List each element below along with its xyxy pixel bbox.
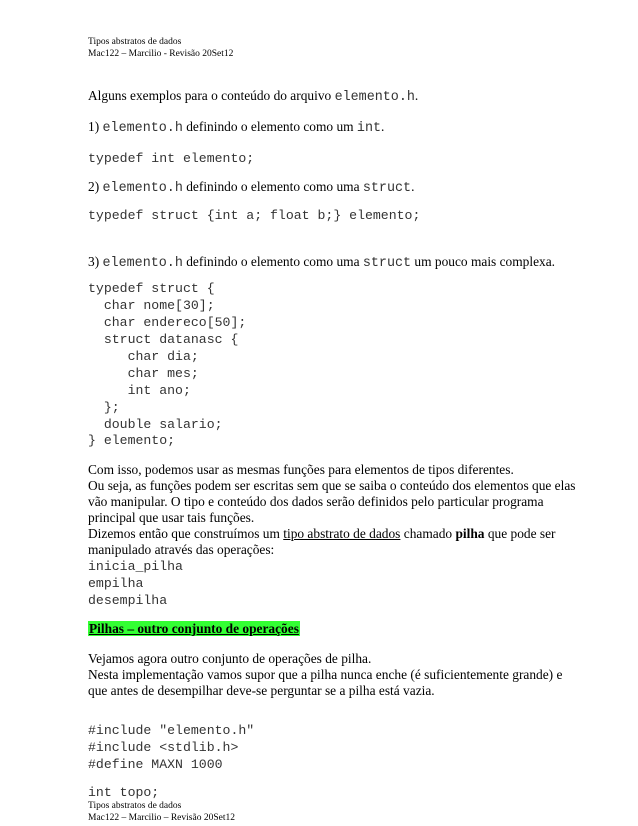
pilha-term: pilha xyxy=(455,526,485,541)
example-3-code-line: typedef struct { xyxy=(88,281,215,296)
topo-declaration: int topo; xyxy=(88,785,160,800)
example-2-code: typedef struct {int a; float b;} elemento; xyxy=(88,208,421,223)
adt-term-link: tipo abstrato de dados xyxy=(283,526,401,541)
paragraph-2-line: Vejamos agora outro conjunto de operações de pilha. xyxy=(88,651,372,666)
example-1-code: typedef int elemento; xyxy=(88,151,255,166)
section-heading xyxy=(88,621,300,637)
example-1-end: . xyxy=(381,119,385,134)
define-line: #define MAXN 1000 xyxy=(88,757,223,772)
paragraph-1-line: Com isso, podemos usar as mesmas funções para elementos de tipos diferentes. xyxy=(88,462,514,477)
example-1-file: elemento.h xyxy=(102,121,183,136)
intro-line xyxy=(88,88,418,106)
example-3-file: elemento.h xyxy=(102,256,183,271)
paragraph-1-line: manipulado através das operações: xyxy=(88,542,275,557)
page-footer-title: Tipos abstratos de dados xyxy=(88,801,182,811)
paragraph-1-text: que pode ser xyxy=(484,526,556,541)
example-2-end: . xyxy=(411,179,415,194)
example-2-file: elemento.h xyxy=(102,181,183,196)
example-3-code-line: char dia; xyxy=(88,349,199,364)
example-3-code-line: char endereco[50]; xyxy=(88,315,247,330)
paragraph-1-line: Ou seja, as funções podem ser escritas sem que se saiba o conteúdo dos elementos que elas xyxy=(88,478,576,493)
paragraph-1-text: Dizemos então que construímos um xyxy=(88,526,284,541)
paragraph-1-line: principal que usar tais funções. xyxy=(88,510,255,525)
example-3-text: definindo o elemento como uma xyxy=(182,254,363,269)
example-3-code-line: char nome[30]; xyxy=(88,298,215,313)
intro-text: Alguns exemplos para o conteúdo do arquivo xyxy=(88,88,335,103)
page-footer-subtitle: Mac122 – Marcilio – Revisão 20Set12 xyxy=(88,813,235,823)
example-3-type: struct xyxy=(362,256,412,271)
example-1-number: 1) xyxy=(88,119,103,134)
example-3-end: um pouco mais complexa. xyxy=(411,254,555,269)
paragraph-1-text: chamado xyxy=(400,526,456,541)
include-line: #include <stdlib.h> xyxy=(88,740,239,755)
paragraph-1-line xyxy=(88,526,556,542)
intro-file: elemento.h xyxy=(334,90,415,105)
example-3-code-line: }; xyxy=(88,400,120,415)
paragraph-1-line: vão manipular. O tipo e conteúdo dos dados serão definidos pelo particular programa xyxy=(88,494,544,509)
example-1-type: int xyxy=(356,121,382,136)
paragraph-2-line: Nesta implementação vamos supor que a pilha nunca enche (é suficientemente grande) e xyxy=(88,667,563,682)
page-header-title: Tipos abstratos de dados xyxy=(88,37,182,47)
include-line: #include "elemento.h" xyxy=(88,723,255,738)
page-header-subtitle: Mac122 – Marcilio - Revisão 20Set12 xyxy=(88,49,234,59)
section-title: Pilhas – outro conjunto de operações xyxy=(89,621,299,636)
operation-item: empilha xyxy=(88,576,144,591)
example-3-code-line: } elemento; xyxy=(88,433,176,448)
example-2-type: struct xyxy=(362,181,412,196)
example-2-text: definindo o elemento como uma xyxy=(182,179,363,194)
example-3-code-line: int ano; xyxy=(88,383,191,398)
paragraph-2-line: que antes de desempilhar deve-se perguntar se a pilha está vazia. xyxy=(88,683,435,698)
operation-item: desempilha xyxy=(88,593,168,608)
intro-end: . xyxy=(414,88,419,103)
example-1-heading xyxy=(88,119,384,137)
operation-item: inicia_pilha xyxy=(88,559,183,574)
example-3-number: 3) xyxy=(88,254,103,269)
example-3-code-line: struct datanasc { xyxy=(88,332,239,347)
example-3-code-line: char mes; xyxy=(88,366,199,381)
example-3-heading xyxy=(88,254,555,272)
example-2-heading xyxy=(88,179,414,197)
example-1-text: definindo o elemento como um xyxy=(182,119,357,134)
example-2-number: 2) xyxy=(88,179,103,194)
example-3-code-line: double salario; xyxy=(88,417,223,432)
